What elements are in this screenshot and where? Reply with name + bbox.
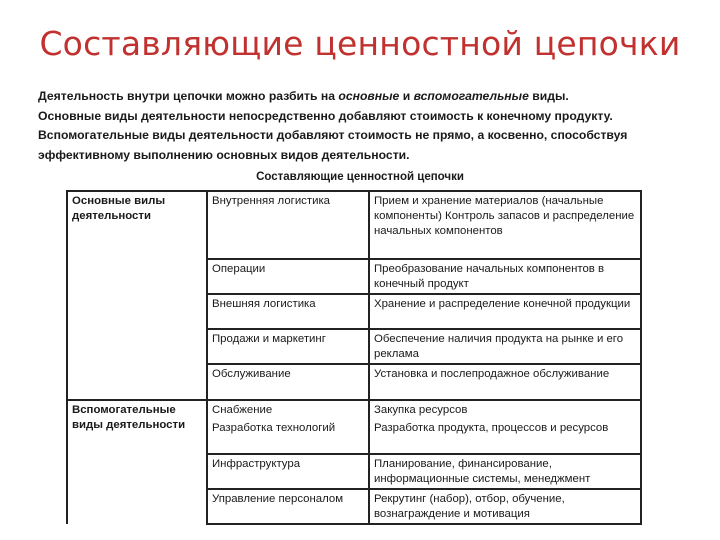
primary-category-cell: Основные вилы деятельности [67,191,207,400]
description-cell: Прием и хранение материалов (начальные компоненты) Контроль запасов и распределение начальных компонентов [369,191,641,259]
description-cell: Закупка ресурсов [369,400,641,419]
support-category-cell: Вспомогательные виды деятельности [67,400,207,524]
activity-cell: Операции [207,259,369,294]
description-cell: Планирование, финансирование, информационные системы, менеджмент [369,454,641,489]
description-cell: Установка и послепродажное обслуживание [369,364,641,400]
intro-line-3: Вспомогательные виды деятельности добавляют стоимость не прямо, а косвенно, способствуя эффективному выполнению основных видов деятельности. [38,128,628,162]
intro-line-2: Основные виды деятельности непосредственно добавляют стоимость к конечному продукту. [38,108,613,123]
description-cell: Разработка продукта, процессов и ресурсов [369,419,641,454]
activity-cell: Управление персоналом [207,489,369,524]
activity-cell: Внешняя логистика [207,294,369,329]
activity-cell: Внутренняя логистика [207,191,369,259]
value-chain-table [66,190,642,525]
description-cell: Рекрутинг (набор), отбор, обучение, вознаграждение и мотивация [369,489,641,524]
activity-cell: Снабжение [207,400,369,419]
intro-line-1: Деятельность внутри цепочки можно разбить на основные и вспомогательные виды. [38,89,569,103]
activity-cell: Обслуживание [207,364,369,400]
activity-cell: Продажи и маркетинг [207,329,369,364]
description-cell: Обеспечение наличия продукта на рынке и его реклама [369,329,641,364]
slide-title: Составляющие ценностной цепочки [39,24,681,63]
table-caption: Составляющие ценностной цепочки [256,171,464,183]
intro-text [38,87,678,165]
description-cell: Хранение и распределение конечной продукции [369,294,641,329]
activity-cell: Инфраструктура [207,454,369,489]
activity-cell: Разработка технологий [207,419,369,454]
description-cell: Преобразование начальных компонентов в конечный продукт [369,259,641,294]
